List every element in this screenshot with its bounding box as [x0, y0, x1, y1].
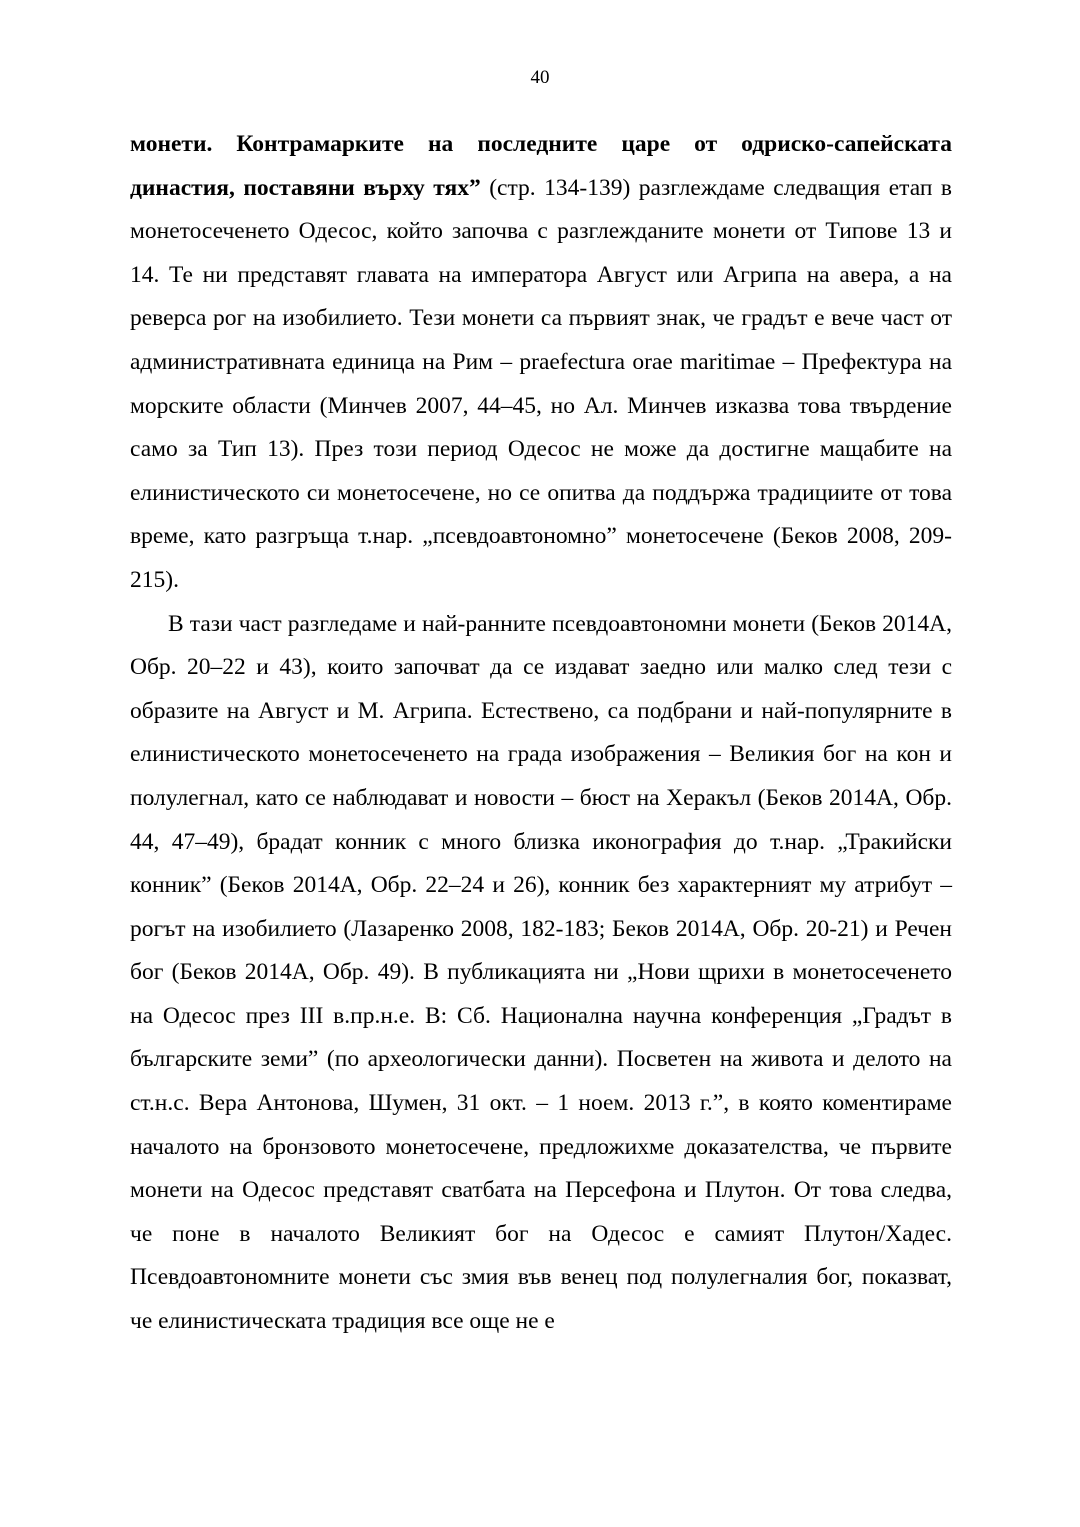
body-text — [130, 123, 952, 1344]
paragraph-1-text: (стр. 134-139) разглеждаме следващия етап в монетосеченето Одесос, който започва с разглежданите монети от Типове 13 и 14. Те ни представят главата на императора Август или Агрипа на авера, а на реверса рог на изобилието. Тези монети са първият знак, че градът е вече част от административната единица на Рим – praefectura orae maritimae – Префектура на морските области (Минчев 2007, 44–45, но Ал. Минчев изказва това твърдение само за Тип 13). През този период Одесос не може да достигне мащабите на елинистическото си монетосечене, но се опитва да поддържа традициите от това време, като разгръща т.нар. „псевдоавтономно” монетосечене (Беков 2008, 209-215). — [130, 174, 952, 593]
bold-lead-text: монети. Контрамарките на последните царе от одриско-сапейската династия, поставяни върху тях” — [130, 131, 952, 201]
paragraph-1 — [130, 123, 952, 603]
page-number: 40 — [530, 67, 550, 88]
paragraph-2: В тази част разгледаме и най-ранните псевдоавтономни монети (Беков 2014А, Обр. 20–22 и 43), които започват да се издават заедно или малко след тези с образите на Август и М. Агрипа. Естествено, са подбрани и най-популярните в елинистическото монетосеченето на града изображения – Великия бог на кон и полулегнал, като се наблюдават и новости – бюст на Херакъл (Беков 2014А, Обр. 44, 47–49), брадат конник с много близка иконография до т.нар. „Тракийски конник” (Беков 2014А, Обр. 22–24 и 26), конник без характерният му атрибут – рогът на изобилието (Лазаренко 2008, 182-183; Беков 2014А, Обр. 20-21) и Речен бог (Беков 2014А, Обр. 49). В публикацията ни „Нови щрихи в монетосеченето на Одесос през III в.пр.н.е. В: Сб. Национална научна конференция „Градът в българските земи” (по археологически данни). Посветен на живота и делото на ст.н.с. Вера Антонова, Шумен, 31 окт. – 1 ноем. 2013 г.”, в която коментираме началото на бронзовото монетосечене, предложихме доказателства, че първите монети на Одесос представят сватбата на Персефона и Плутон. От това следва, че поне в началото Великият бог на Одесос е самият Плутон/Хадес. Псевдоавтономните монети със змия във венец под полулегналия бог, показват, че елинистическата традиция все още не е — [130, 610, 952, 1335]
